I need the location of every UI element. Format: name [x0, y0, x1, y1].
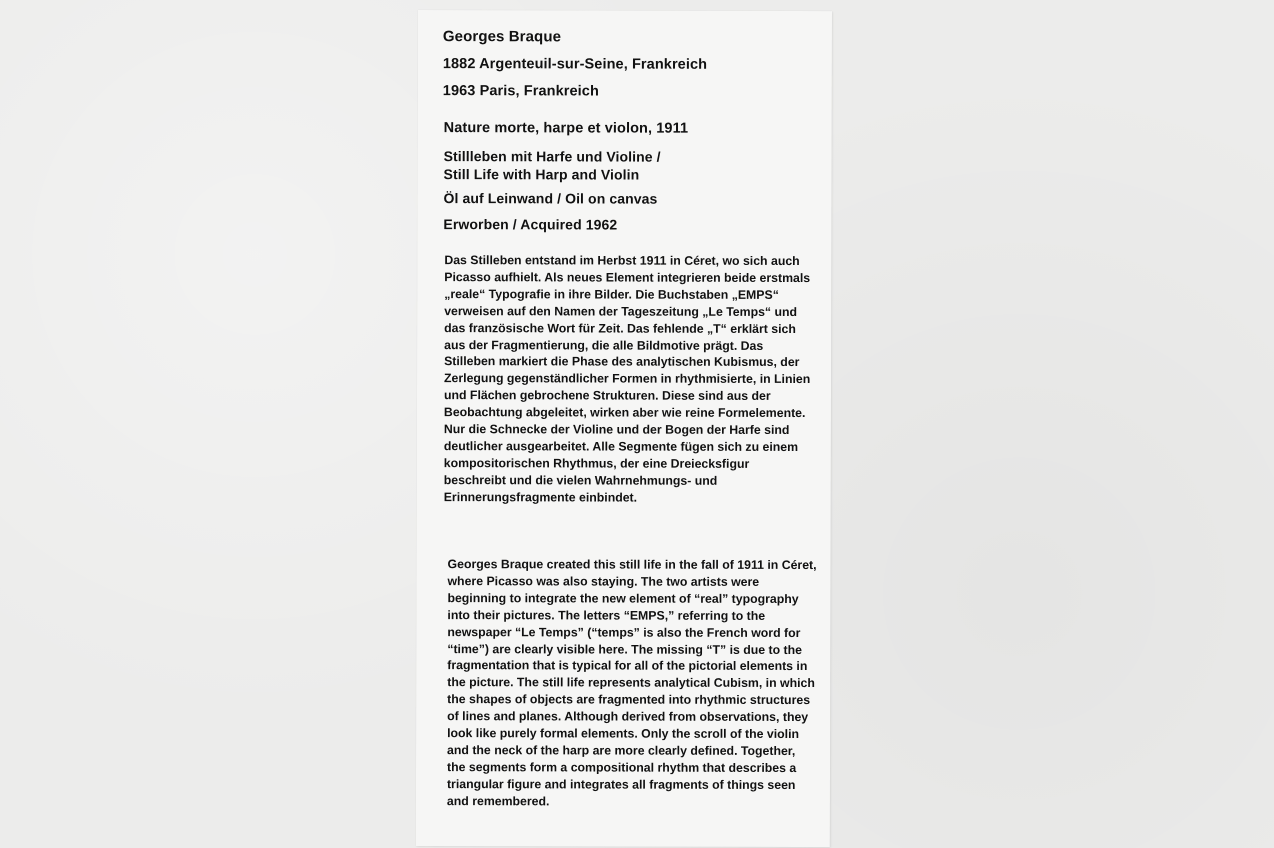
artwork-subtitle [444, 147, 804, 184]
artwork-subtitle-en: Still Life with Harp and Violin [443, 166, 640, 183]
artwork-medium: Öl auf Leinwand / Oil on canvas [443, 190, 658, 207]
museum-label-card [416, 10, 832, 847]
artwork-title: Nature morte, harpe et violon, 1911 [443, 120, 689, 137]
artist-death: 1963 Paris, Frankreich [442, 83, 599, 100]
artist-name: Georges Braque [442, 28, 562, 46]
description-english: Georges Braque created this still life in the fall of 1911 in Céret, where Picasso was also staying. The two artists were beginning to integrate the new element of “real” typography into their pictures. The letters “EMPS,” referring to the newspaper “Le Temps” (“temps” is also the French word for “time”) are clearly visible here. The missing “T” is due to the fragmentation that is typical for all of the pictorial elements in the picture. The still life represents analytical Cubism, in which the shapes of objects are fragmented into rhythmic structures of lines and planes. Although derived from observations, they look like purely formal elements. Only the scroll of the violin and the neck of the harp are more clearly defined. Together, the segments form a compositional rhythm that describes a triangular figure and integrates all fragments of things seen and remembered. [446, 557, 817, 809]
description-german: Das Stilleben entstand im Herbst 1911 in Céret, wo sich auch Picasso aufhielt. Als neues Element integrieren beide erstmals „reale“ Typografie in ihre Bilder. Die Buchstaben „EMPS“ verweisen auf den Namen der Tageszeitung „Le Temps“ und das französische Wort für Zeit. Das fehlende „T“ erklärt sich aus der Fragmentierung, die alle Bildmotive prägt. Das Stilleben markiert die Phase des analytischen Kubismus, der Zerlegung gegenständlicher Formen in rhythmisierte, in Linien und Flächen gebrochene Strukturen. Diese sind aus der Beobachtung abgeleitet, wirken aber wie reine Formelemente. Nur die Schnecke der Violine und der Bogen der Harfe sind deutlicher ausgearbeitet. Alle Segmente fügen sich zu einem kompositorischen Rhythmus, der eine Dreiecksfigur beschreibt und die vielen Wahrnehmungs- und Erinnerungsfragmente einbindet. [443, 253, 811, 505]
artist-birth: 1882 Argenteuil-sur-Seine, Frankreich [442, 56, 708, 73]
artwork-acquired: Erworben / Acquired 1962 [443, 216, 618, 233]
artwork-subtitle-de: Stillleben mit Harfe und Violine / [443, 148, 661, 165]
